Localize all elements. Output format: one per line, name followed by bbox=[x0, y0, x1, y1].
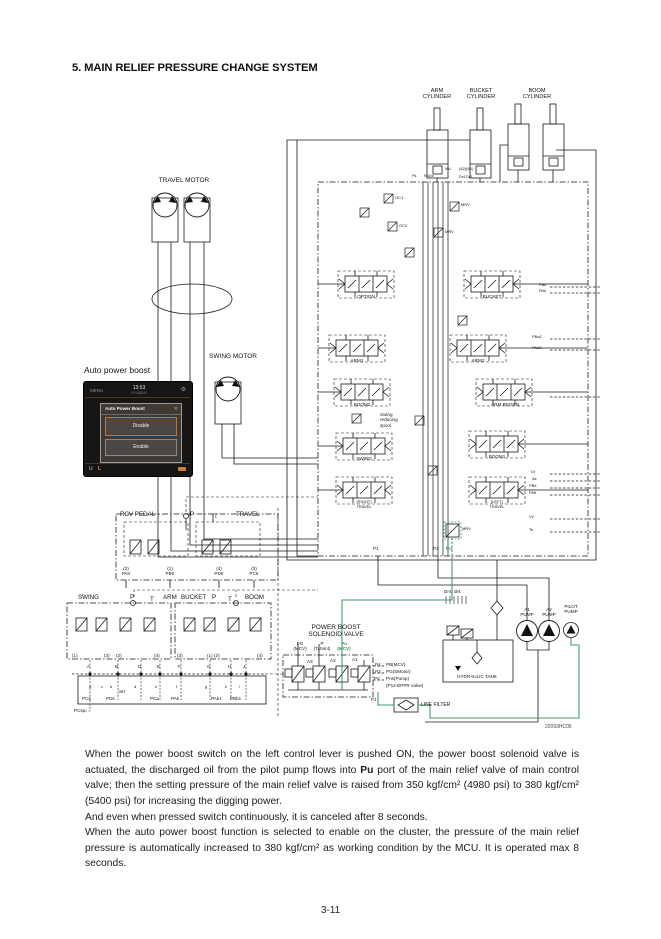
hydraulic-tank-label: HYDRAULIC TANK bbox=[457, 674, 497, 679]
mcv-pilot-boxes bbox=[329, 271, 532, 504]
mcv-right-port: PBa2 bbox=[532, 334, 542, 339]
boom-lever-label: BOOM bbox=[245, 594, 264, 601]
solenoid-right-dest: PB(MCV) bbox=[386, 662, 406, 667]
mcv-right-port: V2 bbox=[529, 514, 534, 519]
boom-cylinder-symbols bbox=[508, 104, 564, 170]
solenoid-right-dest: Pns(Pump) bbox=[386, 676, 409, 681]
mcv-pu-port: Pu bbox=[446, 546, 452, 551]
a2-pump-label: A2 PUMP bbox=[542, 607, 556, 618]
junction-node: B bbox=[115, 664, 119, 669]
lever-port-num: (3) bbox=[104, 653, 110, 658]
pu-port-bold: Pu bbox=[360, 764, 374, 776]
mcv-p2-port: P2 bbox=[433, 546, 439, 551]
figure-code: 22093HC06 bbox=[545, 724, 572, 730]
dialog-header bbox=[101, 404, 181, 415]
pilot-port-label: PDs bbox=[106, 696, 115, 701]
cluster-footer-bar bbox=[86, 463, 190, 474]
arm-cylinder-label: ARM CYLINDER bbox=[422, 88, 452, 101]
lever-port-p-label: P bbox=[130, 594, 135, 601]
mcv-right-port: Ts bbox=[529, 527, 533, 532]
spool-label-right-travel: (RIGHT) TRAVEL bbox=[356, 499, 372, 509]
pump-piping bbox=[378, 556, 549, 722]
eppr-note: (P12-EPPR valve) bbox=[386, 683, 424, 688]
solenoid-top-port: PG (MCV) bbox=[293, 641, 307, 652]
mcv-right-port: PAa2 bbox=[532, 345, 542, 350]
swing-lever-label: SWING bbox=[78, 594, 99, 601]
page-title: 5. MAIN RELIEF PRESSURE CHANGE SYSTEM bbox=[72, 62, 318, 74]
cluster-brand: HYUNDAI bbox=[131, 391, 147, 395]
junction-sub: c bbox=[101, 684, 103, 689]
pilot-port-label: PCa bbox=[150, 696, 159, 701]
junction-node: D bbox=[138, 664, 142, 669]
junction-sub: h bbox=[225, 684, 228, 689]
junction-sub: b bbox=[110, 684, 113, 689]
mcv-top-port: Ps bbox=[412, 174, 417, 178]
pedal-port-label: (4) PDtr bbox=[214, 566, 224, 577]
power-boost-valve-label: POWER BOOST SOLENOID VALVE bbox=[308, 624, 364, 639]
mrv-label: MRV bbox=[462, 526, 471, 531]
mcv-top-port: (A2)(A1) bbox=[459, 167, 474, 171]
solenoid-valve-id: A1 bbox=[352, 657, 358, 662]
mcv-valve-symbols bbox=[352, 194, 467, 475]
auto-power-boost-dialog bbox=[100, 403, 182, 463]
pedal-port-label: (2) PAtr bbox=[121, 566, 131, 577]
junction-node: H bbox=[228, 664, 232, 669]
junction-node: E bbox=[157, 664, 161, 669]
travel-motor-symbol bbox=[152, 193, 210, 242]
mcv-top-port: MU bbox=[445, 167, 451, 171]
spool-label-arm2: ARM2 bbox=[471, 358, 485, 363]
pilot-boost-circuit bbox=[342, 522, 579, 718]
auto-power-boost-caption: Auto power boost bbox=[84, 365, 151, 375]
pump-symbols bbox=[517, 621, 579, 642]
lever-port-num: (4) bbox=[154, 653, 160, 658]
paragraph-2: And even when pressed switch continuously, it is canceled after 8 seconds. bbox=[85, 811, 428, 823]
line-filter-label: LINE FILTER bbox=[421, 702, 451, 708]
pilot-port-label: PBb1 bbox=[230, 696, 242, 701]
pedal-port-label: (3) PCtr bbox=[249, 566, 259, 577]
mcv-right-port: PBtl bbox=[529, 483, 537, 488]
junction-sub: e bbox=[155, 684, 158, 689]
oc1-label: OC1 bbox=[395, 195, 404, 200]
pilot-pump-label: PILOT PUMP bbox=[564, 604, 578, 615]
paragraph-1 bbox=[85, 747, 579, 810]
lever-port-p-label: P bbox=[212, 594, 217, 601]
mcv-top-port: RuDs bbox=[424, 174, 434, 178]
spool-label-swing: SWING bbox=[356, 456, 372, 461]
junction-node: G bbox=[207, 664, 211, 669]
mcv-right-port: Ak bbox=[532, 476, 537, 481]
turning-joint-symbol bbox=[152, 284, 232, 314]
cluster-status-bar bbox=[86, 384, 190, 398]
lever-port-num: (2) bbox=[116, 653, 122, 658]
pcsp-label: PCsp bbox=[74, 708, 86, 713]
bucket-lever-label: BUCKET bbox=[181, 594, 207, 601]
line-filter-symbol bbox=[394, 698, 418, 712]
footer-l-indicator: L bbox=[98, 466, 102, 472]
mcv-right-stubs bbox=[550, 287, 600, 532]
paragraph-3: When the auto power boost function is selected to enable on the cluster, the pressure of the main relief pressure is automatically increased to 380 kgf/cm² as working condition by the MCU. It is operated max 8 seconds. bbox=[85, 827, 579, 870]
pilot-port-label: PAk bbox=[171, 696, 180, 701]
paragraph-1-text: When the power boost switch on the left control lever is pushed ON, the power boost solenoid valve is actuated, the discharged oil from the pilot pump flows into bbox=[85, 749, 579, 776]
lever-port-num: (2) bbox=[214, 653, 220, 658]
p1-port-label: P1 bbox=[371, 697, 377, 702]
bucket-cylinder-label: BUCKET CYLINDER bbox=[466, 88, 496, 101]
junction-sub: f bbox=[176, 684, 178, 689]
lever-port-t-label: T bbox=[150, 596, 154, 603]
junction-sub: g bbox=[205, 684, 208, 689]
cluster-menu-label: MENU bbox=[90, 388, 104, 393]
solenoid-right-dest: PG(SMotor) bbox=[386, 669, 411, 674]
a1-pump-label: A1 PUMP bbox=[520, 607, 534, 618]
travel-label: TRAVEL bbox=[236, 511, 260, 518]
close-icon[interactable]: ✕ bbox=[173, 406, 178, 412]
lever-port-num: (1) bbox=[72, 653, 78, 658]
cluster-time: 13:53 bbox=[132, 385, 146, 391]
enable-button[interactable]: Enable bbox=[105, 439, 177, 456]
cluster-screen bbox=[83, 381, 193, 477]
dialog-title: Auto Power Boost bbox=[105, 406, 145, 411]
spool-label-boom1: BOOM1 bbox=[488, 454, 506, 459]
drain-label: Dr4, dr4 bbox=[444, 589, 461, 594]
solenoid-right-port: P4 bbox=[375, 662, 381, 667]
solenoid-top-port: P (T/Joint) bbox=[313, 641, 331, 652]
rcv-lever-blocks bbox=[67, 601, 271, 660]
body-text bbox=[85, 747, 579, 872]
gear-icon: ⚙ bbox=[180, 387, 186, 393]
lever-port-t-label: T bbox=[228, 596, 232, 603]
lever-port-num: (4) bbox=[257, 653, 263, 658]
solenoid-valve-id: A2 bbox=[330, 658, 336, 663]
lever-port-num: (1) bbox=[207, 653, 213, 658]
swing-motor-label: SWING MOTOR bbox=[209, 353, 257, 360]
solenoid-right-port: P2 bbox=[374, 676, 380, 681]
junction-sub: i bbox=[239, 684, 240, 689]
page-number: 3-11 bbox=[320, 905, 341, 916]
rcv-port-p-label: P bbox=[190, 511, 195, 518]
spool-label-boom2: BOOM2 bbox=[353, 402, 371, 407]
mcv-right-port: PAk bbox=[539, 288, 547, 293]
footer-warning-icon bbox=[178, 467, 186, 471]
boom-cylinder-label: BOOM CYLINDER bbox=[522, 88, 552, 101]
junction-node: A bbox=[87, 664, 91, 669]
oc2-label: OC2 bbox=[399, 223, 408, 228]
mrv-label: MRV bbox=[461, 202, 470, 207]
spool-label-arm1: ARM1 bbox=[350, 358, 364, 363]
spool-label-option: OPTION bbox=[357, 294, 375, 299]
disable-button[interactable]: Disable bbox=[105, 417, 177, 436]
swing-piping bbox=[222, 424, 318, 464]
junction-sub: d bbox=[134, 684, 137, 689]
mcv-right-port: PBk bbox=[539, 282, 547, 287]
spool-label-arm-regen: ARM REGEN bbox=[491, 402, 519, 407]
junction-node: F bbox=[178, 664, 181, 669]
travel-motor-label: TRAVEL MOTOR bbox=[158, 177, 210, 184]
pedal-port-label: (1) PBtr bbox=[165, 566, 175, 577]
mrv-label: MRV bbox=[445, 229, 454, 234]
rcv-pedal-label: RCV PEDAL bbox=[120, 511, 156, 518]
solenoid-valve-id: A3 bbox=[307, 659, 313, 664]
power-boost-solenoid-block bbox=[283, 644, 384, 697]
footer-u-indicator: U bbox=[89, 466, 93, 472]
mcv-right-port: Dr bbox=[531, 469, 536, 474]
pilot-port-label: PCs bbox=[82, 696, 91, 701]
arm-lever-label: ARM bbox=[163, 594, 177, 601]
swing-reducing-spool-label: Swing reducing spool bbox=[380, 412, 398, 428]
spool-label-left-travel: (LEFT) TRAVEL bbox=[489, 499, 505, 509]
mcv-right-port: PAtl bbox=[529, 490, 537, 495]
mcv-top-port: Dr4 Dr2 bbox=[459, 175, 473, 179]
paragraph-1-text: port of the main relief valve of main control valve; then the setting pressure of the main relief valve is raised from 350 kgf/cm² (4980 psi) to 380 kgf/cm² (5400 psi) for increasing the digging power. bbox=[85, 764, 579, 807]
solenoid-top-port-pu: Pu (MCV) bbox=[337, 641, 351, 652]
junction-node: J bbox=[243, 664, 246, 669]
sh-label: SH bbox=[119, 689, 126, 694]
mcv-spools bbox=[330, 271, 531, 503]
rcv-port-t-label: T bbox=[214, 513, 218, 520]
pilot-port-label: PAb1 bbox=[211, 696, 222, 701]
junction-sub: a bbox=[89, 684, 92, 689]
spool-label-bucket: BUCKET bbox=[482, 294, 502, 299]
mcv-center-bus bbox=[423, 182, 448, 556]
solenoid-right-port: P3 bbox=[375, 669, 381, 674]
lever-port-num: (3) bbox=[177, 653, 183, 658]
mcv-p1-port: P1 bbox=[373, 546, 379, 551]
swing-motor-symbol bbox=[215, 377, 241, 424]
